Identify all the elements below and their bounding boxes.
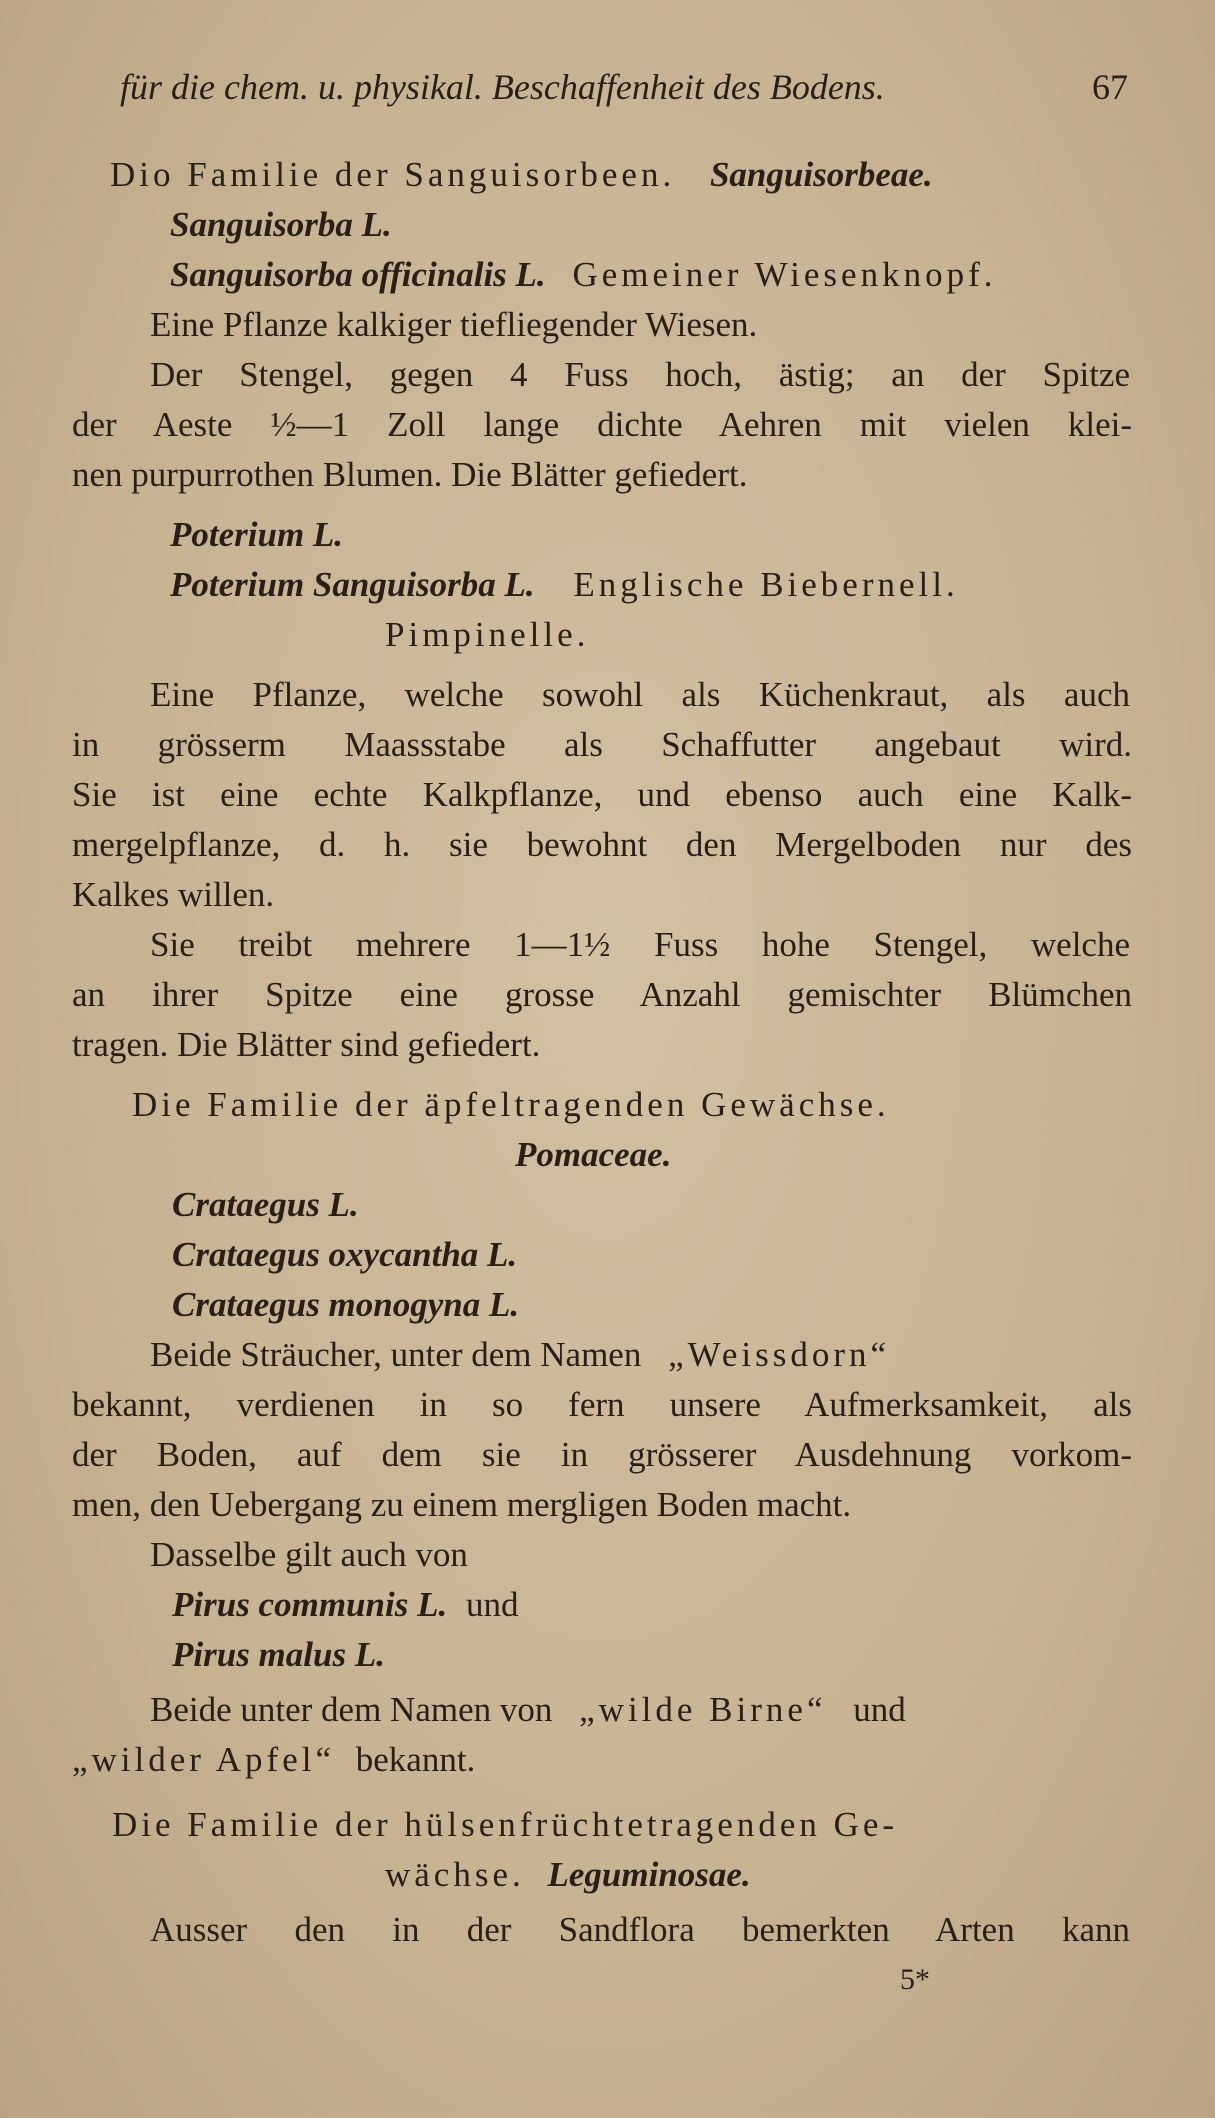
genus-line: Poterium L.	[170, 515, 344, 554]
printer-signature: 5*	[900, 1963, 930, 1996]
family-heading-continuation: wächse. Leguminosae.	[385, 1855, 751, 1894]
species-line: Poterium Sanguisorba L. Englische Biebernell.	[170, 565, 959, 604]
body-text-line: nen purpurrothen Blumen. Die Blätter gefiedert.	[72, 455, 748, 494]
species-line: Pirus malus L.	[172, 1635, 385, 1674]
body-text-line: men, den Uebergang zu einem mergligen Boden macht.	[72, 1485, 852, 1524]
body-text-line: tragen. Die Blätter sind gefiedert.	[72, 1025, 541, 1064]
body-text-line: Eine Pflanze, welche sowohl als Küchenkraut, als auch	[150, 675, 1130, 714]
family-heading-leguminosae: Die Familie der hülsenfrüchtetragenden Ge-	[112, 1805, 899, 1844]
page-number: 67	[1092, 67, 1128, 107]
genus-line: Sanguisorba L.	[170, 205, 392, 244]
species-line: Sanguisorba officinalis L. Gemeiner Wiesenknopf.	[170, 255, 997, 294]
body-text-line: Beide unter dem Namen von „wilde Birne“ und	[150, 1690, 906, 1729]
family-heading-pomaceae: Die Familie der äpfeltragenden Gewächse.	[132, 1085, 890, 1124]
body-text-line: bekannt, verdienen in so fern unsere Aufmerksamkeit, als	[72, 1385, 1132, 1424]
body-text-line: Der Stengel, gegen 4 Fuss hoch, ästig; an der Spitze	[150, 355, 1130, 394]
running-header	[120, 62, 1050, 112]
species-line: Pirus communis L. und	[172, 1585, 519, 1624]
species-line: Crataegus monogyna L.	[172, 1285, 520, 1324]
body-text-line: „wilder Apfel“ bekannt.	[72, 1740, 476, 1779]
common-name-line: Pimpinelle.	[385, 615, 590, 654]
body-text-line: der Aeste ½—1 Zoll lange dichte Aehren mit vielen klei-	[72, 405, 1132, 444]
body-text-line: mergelpflanze, d. h. sie bewohnt den Mergelboden nur des	[72, 825, 1132, 864]
body-text-line: Ausser den in der Sandflora bemerkten Arten kann	[150, 1910, 1130, 1949]
body-text-line: der Boden, auf dem sie in grösserer Ausdehnung vorkom-	[72, 1435, 1132, 1474]
family-heading-sanguisorbeen: Dio Familie der Sanguisorbeen. Sanguisorbeae.	[110, 155, 933, 194]
family-latin-name: Pomaceae.	[515, 1135, 672, 1174]
running-title: für die chem. u. physikal. Beschaffenheit des Bodens.	[120, 67, 885, 107]
body-text-line: Beide Sträucher, unter dem Namen „Weissdorn“	[150, 1335, 891, 1374]
body-text-line: in grösserm Maassstabe als Schaffutter angebaut wird.	[72, 725, 1132, 764]
body-text-line: Eine Pflanze kalkiger tiefliegender Wiesen.	[150, 305, 758, 344]
body-text-line: Kalkes willen.	[72, 875, 275, 914]
body-text-line: an ihrer Spitze eine grosse Anzahl gemischter Blümchen	[72, 975, 1132, 1014]
genus-line: Crataegus L.	[172, 1185, 359, 1224]
species-line: Crataegus oxycantha L.	[172, 1235, 518, 1274]
body-text-line: Sie ist eine echte Kalkpflanze, und ebenso auch eine Kalk-	[72, 775, 1132, 814]
body-text-line: Sie treibt mehrere 1—1½ Fuss hohe Stengel, welche	[150, 925, 1130, 964]
body-text-line: Dasselbe gilt auch von	[150, 1535, 468, 1574]
